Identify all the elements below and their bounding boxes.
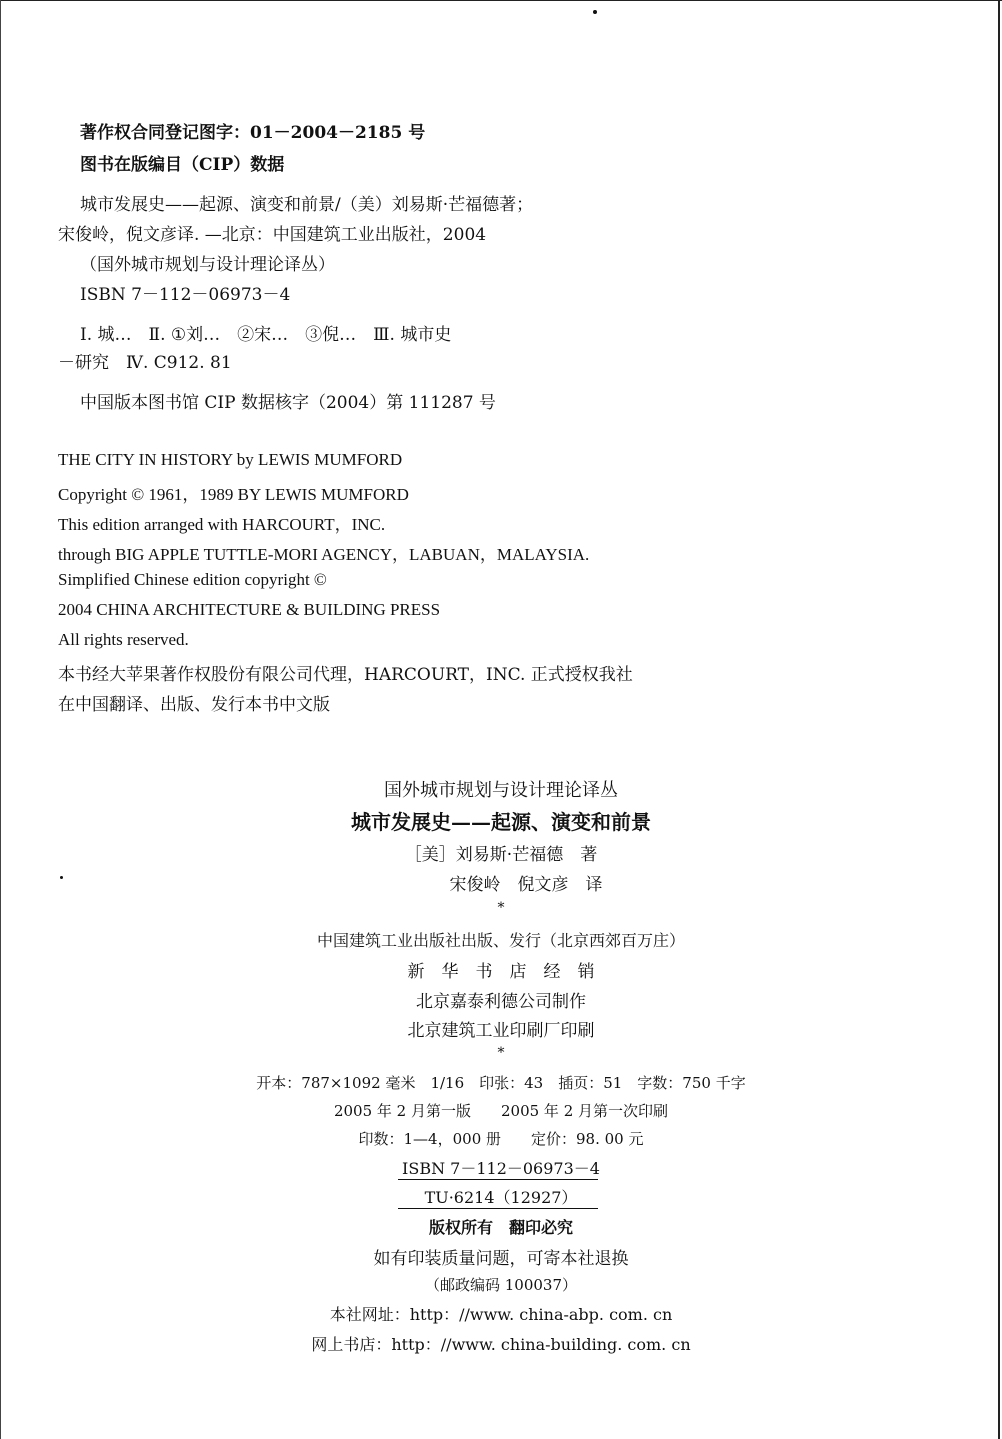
format-specs: 开本：787×1092 毫米 1/16 印张：43 插页：51 字数：750 千字 — [256, 1074, 746, 1092]
cip-isbn: ISBN 7－112－06973－4 — [80, 285, 291, 305]
return-notice: 如有印装质量问题，可寄本社退换 — [373, 1249, 629, 1269]
online-bookstore: 网上书店：http：//www. china-building. com. cn — [311, 1335, 691, 1354]
rights-reserved: All rights reserved. — [58, 630, 189, 649]
rights-statement: 版权所有 翻印必究 — [428, 1218, 573, 1237]
agency-line: through BIG APPLE TUTTLE-MORI AGENCY，LABUAN，MALAYSIA. — [58, 545, 590, 564]
authorization-line-1: 本书经大苹果著作权股份有限公司代理，HARCOURT，INC. 正式授权我社 — [58, 665, 633, 685]
postal-code: （邮政编码 100037） — [424, 1276, 578, 1294]
book-title: 城市发展史——起源、演变和前景 — [351, 810, 651, 834]
distributor-line: 新 华 书 店 经 销 — [407, 962, 595, 982]
contract-registration: 著作权合同登记图字：01－2004－2185 号 — [80, 123, 426, 143]
scan-speck — [593, 10, 597, 14]
maker-line: 北京嘉泰利德公司制作 — [416, 992, 586, 1012]
edition-info: 2005 年 2 月第一版 2005 年 2 月第一次印刷 — [333, 1102, 669, 1120]
isbn-rule — [398, 1179, 598, 1180]
classification-line-1: Ⅰ. 城… Ⅱ. ①刘… ②宋… ③倪… Ⅲ. 城市史 — [80, 325, 452, 345]
printer-line: 北京建筑工业印刷厂印刷 — [407, 1021, 595, 1041]
print-run-price: 印数：1—4，000 册 定价：98. 00 元 — [358, 1130, 644, 1148]
colophon-isbn: ISBN 7－112－06973－4 — [402, 1159, 600, 1178]
original-title: THE CITY IN HISTORY by LEWIS MUMFORD — [58, 450, 403, 469]
cip-heading: 图书在版编目（CIP）数据 — [80, 155, 285, 175]
translator-line: 宋俊岭 倪文彦 译 — [449, 875, 603, 895]
series-name: 国外城市规划与设计理论译丛 — [384, 780, 618, 801]
simplified-chinese-copyright: Simplified Chinese edition copyright © — [58, 570, 327, 589]
classification-line-2: －研究 Ⅳ. C912. 81 — [58, 353, 232, 373]
separator-asterisk: * — [497, 1045, 505, 1061]
scan-border-top — [0, 0, 1002, 1]
code-rule — [398, 1208, 598, 1209]
author-line: ［美］刘易斯·芒福德 著 — [404, 845, 598, 865]
cip-entry-line-3: （国外城市规划与设计理论译丛） — [80, 255, 335, 275]
copyright-notice: Copyright © 1961，1989 BY LEWIS MUMFORD — [58, 485, 409, 504]
press-copyright: 2004 CHINA ARCHITECTURE & BUILDING PRESS — [58, 600, 441, 619]
separator-asterisk: * — [497, 900, 505, 916]
classification-code: TU·6214（12927） — [424, 1188, 578, 1207]
edition-arrangement: This edition arranged with HARCOURT，INC. — [58, 515, 386, 534]
publisher-line: 中国建筑工业出版社出版、发行（北京西郊百万庄） — [316, 931, 685, 950]
authorization-line-2: 在中国翻译、出版、发行本书中文版 — [58, 695, 330, 715]
cip-entry-line-1: 城市发展史——起源、演变和前景/（美）刘易斯·芒福德著； — [80, 195, 534, 215]
cip-check-number: 中国版本图书馆 CIP 数据核字（2004）第 111287 号 — [80, 393, 496, 413]
cip-entry-line-2: 宋俊岭，倪文彦译. —北京：中国建筑工业出版社，2004 — [58, 225, 487, 245]
publisher-website: 本社网址：http：//www. china-abp. com. cn — [329, 1305, 673, 1324]
